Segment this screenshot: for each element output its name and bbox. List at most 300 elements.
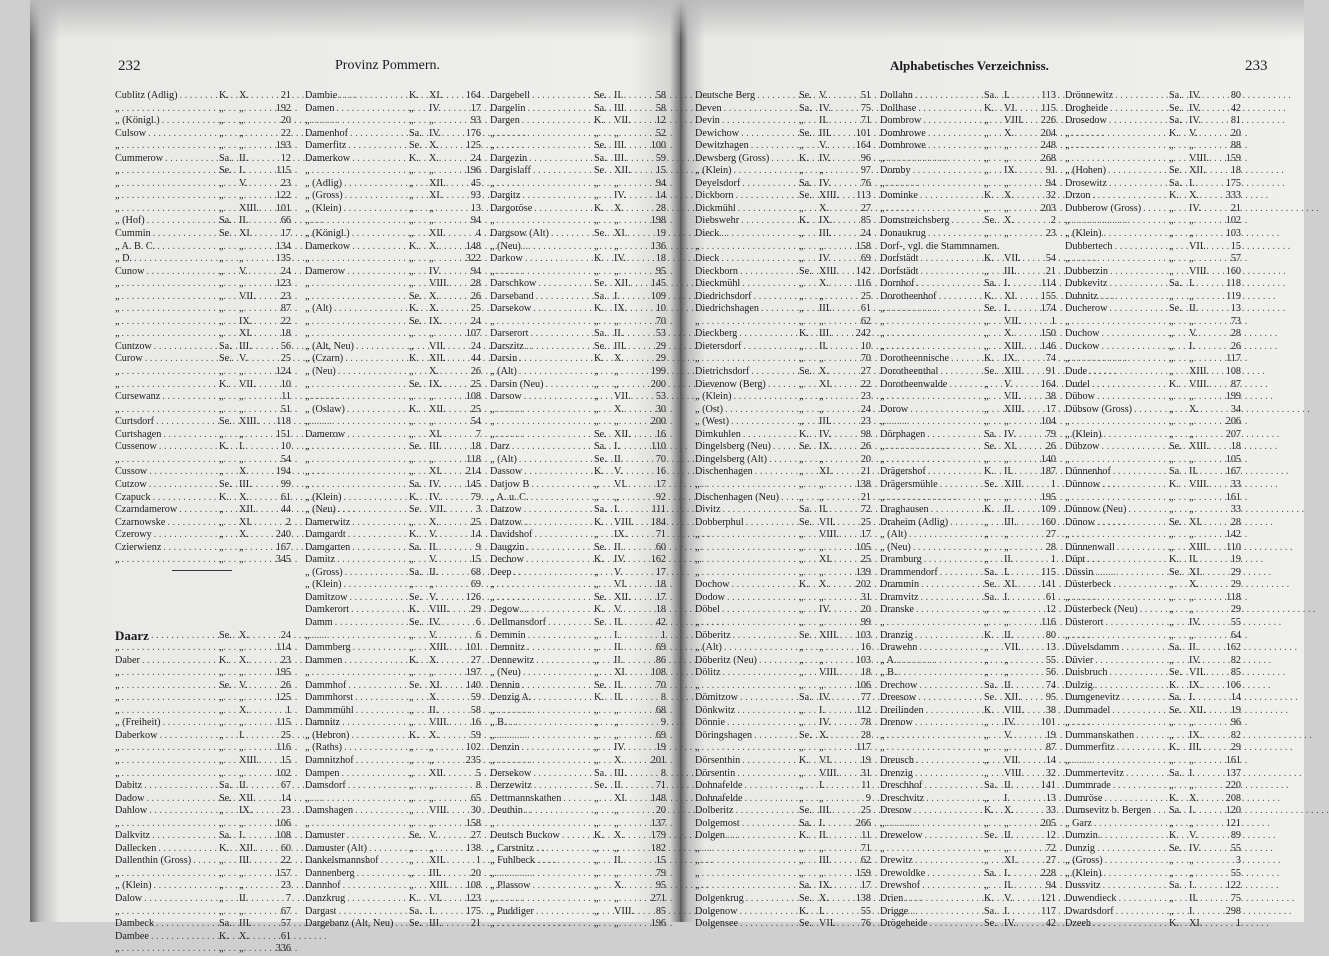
entry-page: 26 [860, 441, 871, 453]
entry-volume: „ [1004, 202, 1009, 214]
entry-name: Dumröse [1065, 792, 1103, 804]
entry-name: Darsin (Neu) [490, 378, 544, 390]
entry-volume: „ [239, 278, 244, 290]
entry-district: „ [219, 742, 224, 754]
index-entry [115, 742, 291, 755]
entry-page: 9 [475, 541, 481, 553]
entry-district: K. [594, 466, 604, 478]
index-entry [115, 893, 291, 906]
entry-name: „ [695, 541, 700, 553]
entry-district: „ [799, 253, 804, 265]
index-entry [305, 379, 481, 392]
index-entry [1065, 341, 1241, 354]
entry-volume: VIII. [429, 604, 450, 616]
entry-name: „ (Freiheit) [115, 717, 161, 729]
entry-page: 145 [465, 478, 481, 490]
entry-name: Dickborn [695, 190, 734, 202]
entry-page: 108 [275, 830, 291, 842]
entry-volume: „ [614, 704, 619, 716]
entry-volume: II. [819, 830, 829, 842]
index-entry [695, 266, 871, 279]
index-entry [1065, 391, 1241, 404]
index-entry [490, 90, 666, 103]
entry-name: Duckow [1065, 340, 1100, 352]
index-entry [695, 579, 871, 592]
entry-district: „ [1169, 152, 1174, 164]
entry-name: „ [695, 679, 700, 691]
entry-name: „ A. u. C. [490, 491, 529, 503]
entry-district: „ [594, 378, 599, 390]
entry-page: 52 [655, 127, 666, 139]
entry-name: Dreesow [880, 692, 917, 704]
entry-page: 24 [860, 228, 871, 240]
entry-volume: „ [429, 115, 434, 127]
index-entry [305, 617, 481, 630]
entry-name: Deutsch Buckow [490, 830, 560, 842]
entry-name: Deep [490, 566, 512, 578]
entry-volume: X. [239, 466, 249, 478]
entry-page: 108 [1225, 366, 1241, 378]
entry-name: Dargebanz (Alt, Neu) [305, 918, 394, 930]
index-entry [880, 454, 1056, 467]
entry-page: 17 [860, 880, 871, 892]
entry-volume: „ [429, 842, 434, 854]
entry-volume: XII. [1189, 704, 1206, 716]
entry-name: Dorotheenthal [880, 366, 939, 378]
entry-name: Dochow [695, 579, 730, 591]
entry-district: K. [984, 466, 994, 478]
entry-page: 27 [1045, 529, 1056, 541]
entry-name: „ [695, 478, 700, 490]
entry-page: 176 [465, 127, 481, 139]
entry-volume: „ [239, 253, 244, 265]
entry-page: 71 [655, 780, 666, 792]
entry-district: K. [594, 830, 604, 842]
entry-name: „ (Neu) [305, 504, 336, 516]
entry-volume: II. [819, 504, 829, 516]
entry-district: „ [1169, 228, 1174, 240]
entry-page: 79 [1045, 428, 1056, 440]
entry-district: „ [1169, 579, 1174, 591]
entry-page: 235 [465, 754, 481, 766]
entry-name: Dammmühl [305, 704, 354, 716]
entry-page: 9 [660, 717, 666, 729]
entry-district: Se. [1169, 165, 1182, 177]
entry-name: Damshagen [305, 805, 354, 817]
entry-page: 70 [860, 353, 871, 365]
entry-volume: V. [239, 177, 248, 189]
entry-volume: „ [1189, 228, 1194, 240]
index-entry [115, 266, 291, 279]
entry-name: Drogheide [1065, 102, 1108, 114]
entry-name: Dubnitz [1065, 290, 1098, 302]
entry-page: 203 [1040, 202, 1056, 214]
entry-volume: II. [1004, 830, 1014, 842]
entry-volume: I. [1004, 867, 1010, 879]
entry-name: Drönnewitz [1065, 90, 1114, 101]
entry-page: 20 [860, 453, 871, 465]
entry-page: 82 [1230, 729, 1241, 741]
entry-page: 3 [475, 504, 481, 516]
entry-name: Dimkuhlen [695, 428, 741, 440]
index-entry [490, 667, 666, 680]
index-entry [490, 353, 666, 366]
entry-page: 103 [1225, 228, 1241, 240]
entry-district: Se. [219, 165, 232, 177]
entry-volume: IX. [1004, 165, 1018, 177]
entry-district: „ [1169, 340, 1174, 352]
entry-name: Düvier [1065, 654, 1094, 666]
entry-volume: V. [1189, 830, 1198, 842]
entry-page: 6 [475, 616, 481, 628]
entry-name: Dabitz [115, 780, 143, 792]
entry-name: „ B. [490, 717, 507, 729]
entry-volume: IV. [429, 127, 441, 139]
entry-page: 17 [860, 529, 871, 541]
entry-district: „ [799, 315, 804, 327]
entry-name: „ (Klein) [305, 202, 342, 214]
index-entry [880, 391, 1056, 404]
index-entry [695, 642, 871, 655]
entry-district: „ [219, 453, 224, 465]
entry-volume: „ [1004, 817, 1009, 829]
index-entry [1065, 140, 1241, 153]
index-entry [115, 504, 291, 517]
entry-page: 110 [651, 441, 666, 453]
entry-name: „ (Königl.) [115, 115, 160, 127]
entry-page: 42 [1045, 918, 1056, 930]
entry-page: 106 [275, 817, 291, 829]
entry-volume: XIII. [1004, 478, 1025, 490]
entry-volume: X. [429, 654, 439, 666]
entry-page: 94 [655, 177, 666, 189]
entry-district: „ [799, 391, 804, 403]
entry-volume: VII. [239, 290, 256, 302]
entry-page: 30 [470, 805, 481, 817]
entry-name: Cussow [115, 466, 148, 478]
entry-volume: VIII. [429, 717, 450, 729]
index-entry [490, 291, 666, 304]
entry-district: Sa. [409, 566, 422, 578]
entry-name: Damitz [305, 554, 335, 566]
index-entry [115, 165, 291, 178]
entry-volume: XIII. [429, 880, 450, 892]
entry-page: 164 [1040, 378, 1056, 390]
index-entry [880, 818, 1056, 831]
entry-page: 26 [280, 679, 291, 691]
entry-page: 25 [280, 353, 291, 365]
entry-page: 92 [655, 491, 666, 503]
entry-page: 137 [1225, 767, 1241, 779]
index-entry [115, 140, 291, 153]
entry-name: Dalow [115, 893, 143, 904]
entry-name: Domby [880, 165, 911, 177]
index-entry [880, 630, 1056, 643]
entry-name: „ A. [880, 654, 897, 666]
entry-district: „ [409, 780, 414, 792]
index-entry [490, 178, 666, 191]
entry-name: „ [115, 278, 120, 290]
entry-name: Damerow [305, 265, 346, 277]
index-entry [305, 604, 481, 617]
index-entry [490, 755, 666, 768]
entry-district: „ [594, 403, 599, 415]
index-entry [1065, 353, 1241, 366]
index-entry [305, 780, 481, 793]
entry-district: K. [984, 805, 994, 817]
entry-district: „ [984, 642, 989, 654]
index-entry [115, 404, 291, 417]
entry-volume: „ [239, 867, 244, 879]
entry-volume: IV. [1189, 202, 1201, 214]
entry-district: Se. [594, 278, 607, 290]
entry-name: Czarndamerow [115, 504, 178, 516]
index-entry [880, 429, 1056, 442]
entry-volume: IV. [1189, 654, 1201, 666]
entry-volume: „ [614, 867, 619, 879]
entry-page: 9 [865, 792, 871, 804]
entry-district: „ [409, 265, 414, 277]
entry-volume: V. [429, 529, 438, 541]
entry-name: Damuster (Alt) [305, 842, 367, 854]
index-entry [115, 906, 291, 919]
entry-page: 138 [465, 842, 481, 854]
index-entry [880, 316, 1056, 329]
entry-page: 1 [660, 629, 666, 641]
entry-page: 91 [1045, 165, 1056, 177]
entry-name: Deuthin [490, 805, 523, 817]
index-entry [880, 692, 1056, 705]
index-entry [490, 529, 666, 542]
index-entry [880, 416, 1056, 429]
index-entry [1065, 642, 1241, 655]
entry-name: Daberkow [115, 729, 158, 741]
index-entry [1065, 454, 1241, 467]
index-entry [305, 466, 481, 479]
index-entry [305, 278, 481, 291]
entry-district: Se. [219, 416, 232, 428]
entry-name: Deven [695, 102, 722, 114]
entry-district: „ [799, 554, 804, 566]
entry-district: „ [409, 340, 414, 352]
entry-name: „ (Gross) [305, 190, 343, 202]
entry-page: 115 [1041, 566, 1056, 578]
entry-name: „ [305, 478, 310, 490]
entry-district: Se. [219, 629, 232, 641]
index-entry [305, 90, 481, 103]
entry-name: Dudel [1065, 378, 1090, 390]
index-entry [695, 604, 871, 617]
entry-name: Düsterort [1065, 616, 1104, 628]
entry-district: „ [1169, 504, 1174, 516]
entry-district: „ [984, 729, 989, 741]
entry-district: „ [409, 767, 414, 779]
entry-district: „ [594, 366, 599, 378]
entry-page: 20 [655, 805, 666, 817]
entry-name: Dargen [490, 115, 520, 127]
entry-district: „ [409, 667, 414, 679]
entry-district: „ [799, 491, 804, 503]
entry-name: Dammen [305, 654, 343, 666]
entry-page: 85 [1230, 667, 1241, 679]
index-entry [695, 667, 871, 680]
index-entry [695, 730, 871, 743]
index-entry [1065, 90, 1241, 103]
index-entry [490, 203, 666, 216]
index-entry [1065, 617, 1241, 630]
entry-volume: „ [239, 190, 244, 202]
entry-volume: II. [614, 90, 624, 101]
index-entry [880, 918, 1056, 931]
entry-volume: XIII. [239, 754, 260, 766]
entry-volume: „ [239, 667, 244, 679]
entry-district: „ [409, 253, 414, 265]
entry-district: „ [984, 529, 989, 541]
entry-page: 204 [1040, 127, 1056, 139]
index-entry [490, 893, 666, 906]
section-divider [172, 570, 232, 571]
blank-line [115, 604, 291, 617]
entry-volume: „ [614, 177, 619, 189]
index-entry [1065, 805, 1241, 818]
entry-volume: „ [1189, 780, 1194, 792]
entry-volume: VIII. [1189, 265, 1210, 277]
entry-page: 116 [856, 278, 871, 290]
entry-name: Drzon [1065, 190, 1091, 202]
entry-page: 33 [1045, 805, 1056, 817]
entry-volume: II. [1004, 629, 1014, 641]
entry-district: „ [409, 366, 414, 378]
entry-district: Se. [984, 366, 997, 378]
entry-volume: „ [819, 867, 824, 879]
index-entry [1065, 303, 1241, 316]
entry-volume: III. [1189, 742, 1202, 754]
entry-name: „ [1065, 453, 1070, 465]
entry-page: 13 [1045, 642, 1056, 654]
entry-district: Sa. [409, 905, 422, 917]
entry-volume: V. [1189, 328, 1198, 340]
entry-volume: IX. [1189, 729, 1203, 741]
entry-name: „ (Klein) [305, 579, 342, 591]
entry-name: „ [305, 453, 310, 465]
index-entry [695, 517, 871, 530]
entry-page: 199 [1225, 391, 1241, 403]
entry-district: „ [409, 228, 414, 240]
index-entry [490, 103, 666, 116]
index-entry [305, 291, 481, 304]
entry-district: „ [594, 127, 599, 139]
entry-name: „ (Alt, Neu) [305, 340, 354, 352]
entry-page: 158 [855, 240, 871, 252]
index-entry [1065, 818, 1241, 831]
entry-name: Damnitzhof [305, 754, 354, 766]
index-entry [490, 479, 666, 492]
entry-district: „ [1169, 366, 1174, 378]
entry-volume: V. [1004, 729, 1013, 741]
entry-volume: II. [614, 453, 624, 465]
entry-page: 21 [860, 466, 871, 478]
entry-page: 145 [650, 278, 666, 290]
entry-page: 87 [1045, 742, 1056, 754]
entry-volume: „ [429, 202, 434, 214]
entry-volume: XIII. [819, 629, 840, 641]
index-entry [1065, 153, 1241, 166]
entry-volume: II. [614, 780, 624, 792]
entry-page: 29 [1230, 566, 1241, 578]
entry-volume: „ [819, 591, 824, 603]
entry-volume: VI. [614, 579, 628, 591]
index-entry [695, 90, 871, 103]
entry-name: „ Puddiger [490, 905, 534, 917]
entry-name: Dübzow [1065, 441, 1100, 453]
entry-page: 44 [470, 353, 481, 365]
entry-district: „ [799, 353, 804, 365]
entry-page: 29 [655, 353, 666, 365]
entry-name: „ [305, 328, 310, 340]
entry-name: Czarnowske [115, 516, 166, 528]
entry-volume: VII. [819, 918, 836, 930]
entry-district: Sa. [219, 918, 232, 930]
entry-page: 27 [1045, 855, 1056, 867]
entry-name: „ [115, 303, 120, 315]
index-entry [695, 190, 871, 203]
entry-page: 102 [465, 742, 481, 754]
index-entry [880, 529, 1056, 542]
index-entry [1065, 479, 1241, 492]
index-entry [880, 253, 1056, 266]
index-entry [880, 266, 1056, 279]
entry-page: 196 [465, 165, 481, 177]
index-entry [115, 278, 291, 291]
entry-page: 19 [1230, 704, 1241, 716]
entry-district: Sa. [219, 340, 232, 352]
entry-district: Sa. [799, 102, 812, 114]
entry-volume: „ [819, 679, 824, 691]
entry-district: Sa. [984, 679, 997, 691]
entry-district: „ [984, 391, 989, 403]
entry-volume: XI. [1189, 918, 1203, 930]
index-entry [1065, 592, 1241, 605]
entry-volume: II. [429, 704, 439, 716]
index-entry [880, 466, 1056, 479]
entry-volume: „ [429, 667, 434, 679]
index-entry [1065, 215, 1241, 228]
entry-page: 148 [465, 240, 481, 252]
entry-volume: X. [1004, 215, 1014, 227]
entry-volume: „ [1004, 228, 1009, 240]
entry-district: „ [799, 717, 804, 729]
entry-page: 32 [1045, 190, 1056, 202]
entry-name: „ [490, 704, 495, 716]
entry-page: 198 [650, 215, 666, 227]
entry-name: Cummerow [115, 152, 164, 164]
index-entry [880, 328, 1056, 341]
entry-page: 16 [470, 717, 481, 729]
entry-volume: I. [1189, 880, 1195, 892]
entry-volume: „ [239, 692, 244, 704]
entry-name: „ [115, 403, 120, 415]
entry-name: Dannhof [305, 880, 341, 892]
entry-name: „ (Gross) [1065, 855, 1103, 867]
entry-name: „ [115, 704, 120, 716]
index-entry [490, 454, 666, 467]
entry-volume: X. [429, 366, 439, 378]
entry-volume: VI. [429, 893, 443, 904]
entry-district: Se. [1169, 704, 1182, 716]
index-entry [115, 128, 291, 141]
entry-district: „ [219, 315, 224, 327]
entry-page: 116 [276, 742, 291, 754]
